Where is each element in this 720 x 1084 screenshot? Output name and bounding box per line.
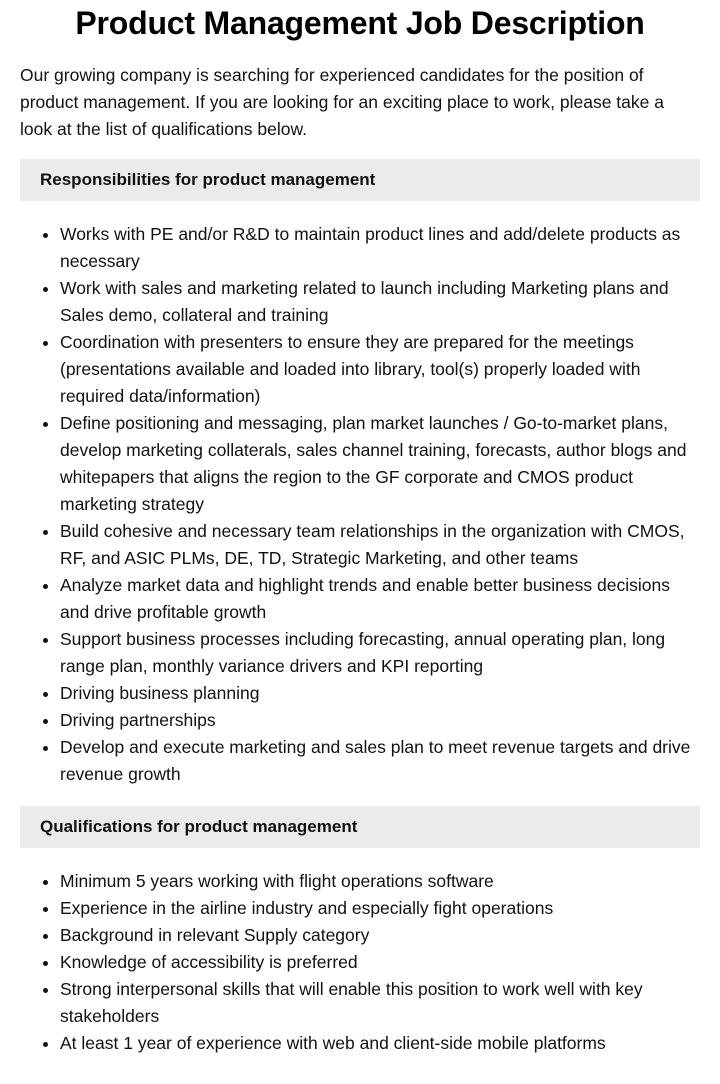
list-item: • Build cohesive and necessary team relationships in the organization with CMOS, RF, and ASIC PLMs, DE, TD, Strategic Marketing, and other teams <box>60 518 700 572</box>
list-item: • Coordination with presenters to ensure they are prepared for the meetings (presentations available and loaded into library, tool(s) properly loaded with required data/information) <box>60 329 700 410</box>
intro-paragraph: Our growing company is searching for experienced candidates for the position of product management. If you are looking for an exciting place to work, please take a look at the list of qualifications below. <box>20 65 664 139</box>
list-item: • Analyze market data and highlight trends and enable better business decisions and drive profitable growth <box>60 572 700 626</box>
list-item: • Driving business planning <box>60 680 700 707</box>
list-item: • Support business processes including forecasting, annual operating plan, long range plan, monthly variance drivers and KPI reporting <box>60 626 700 680</box>
list-item: • Works with PE and/or R&D to maintain product lines and add/delete products as necessary <box>60 221 700 275</box>
list-item: • Work with sales and marketing related to launch including Marketing plans and Sales demo, collateral and training <box>60 275 700 329</box>
list-item: • Knowledge of accessibility is preferred <box>60 949 700 976</box>
qualifications-list <box>20 868 700 1057</box>
list-item: • Experience in the airline industry and especially fight operations <box>60 895 700 922</box>
responsibilities-list <box>20 221 700 788</box>
responsibilities-heading: Responsibilities for product management <box>20 159 700 201</box>
list-item: • Background in relevant Supply category <box>60 922 700 949</box>
list-item: • Develop and execute marketing and sales plan to meet revenue targets and drive revenue growth <box>60 734 700 788</box>
list-item: • At least 1 year of experience with web and client-side mobile platforms <box>60 1030 700 1057</box>
list-item: • Strong interpersonal skills that will enable this position to work well with key stakeholders <box>60 976 700 1030</box>
qualifications-heading: Qualifications for product management <box>20 806 700 848</box>
list-item: • Minimum 5 years working with flight operations software <box>60 868 700 895</box>
list-item: • Driving partnerships <box>60 707 700 734</box>
page-title: Product Management Job Description <box>75 5 645 41</box>
list-item: • Define positioning and messaging, plan market launches / Go-to-market plans, develop marketing collaterals, sales channel training, forecasts, author blogs and whitepapers that aligns the region to the GF corporate and CMOS product marketing strategy <box>60 410 700 518</box>
